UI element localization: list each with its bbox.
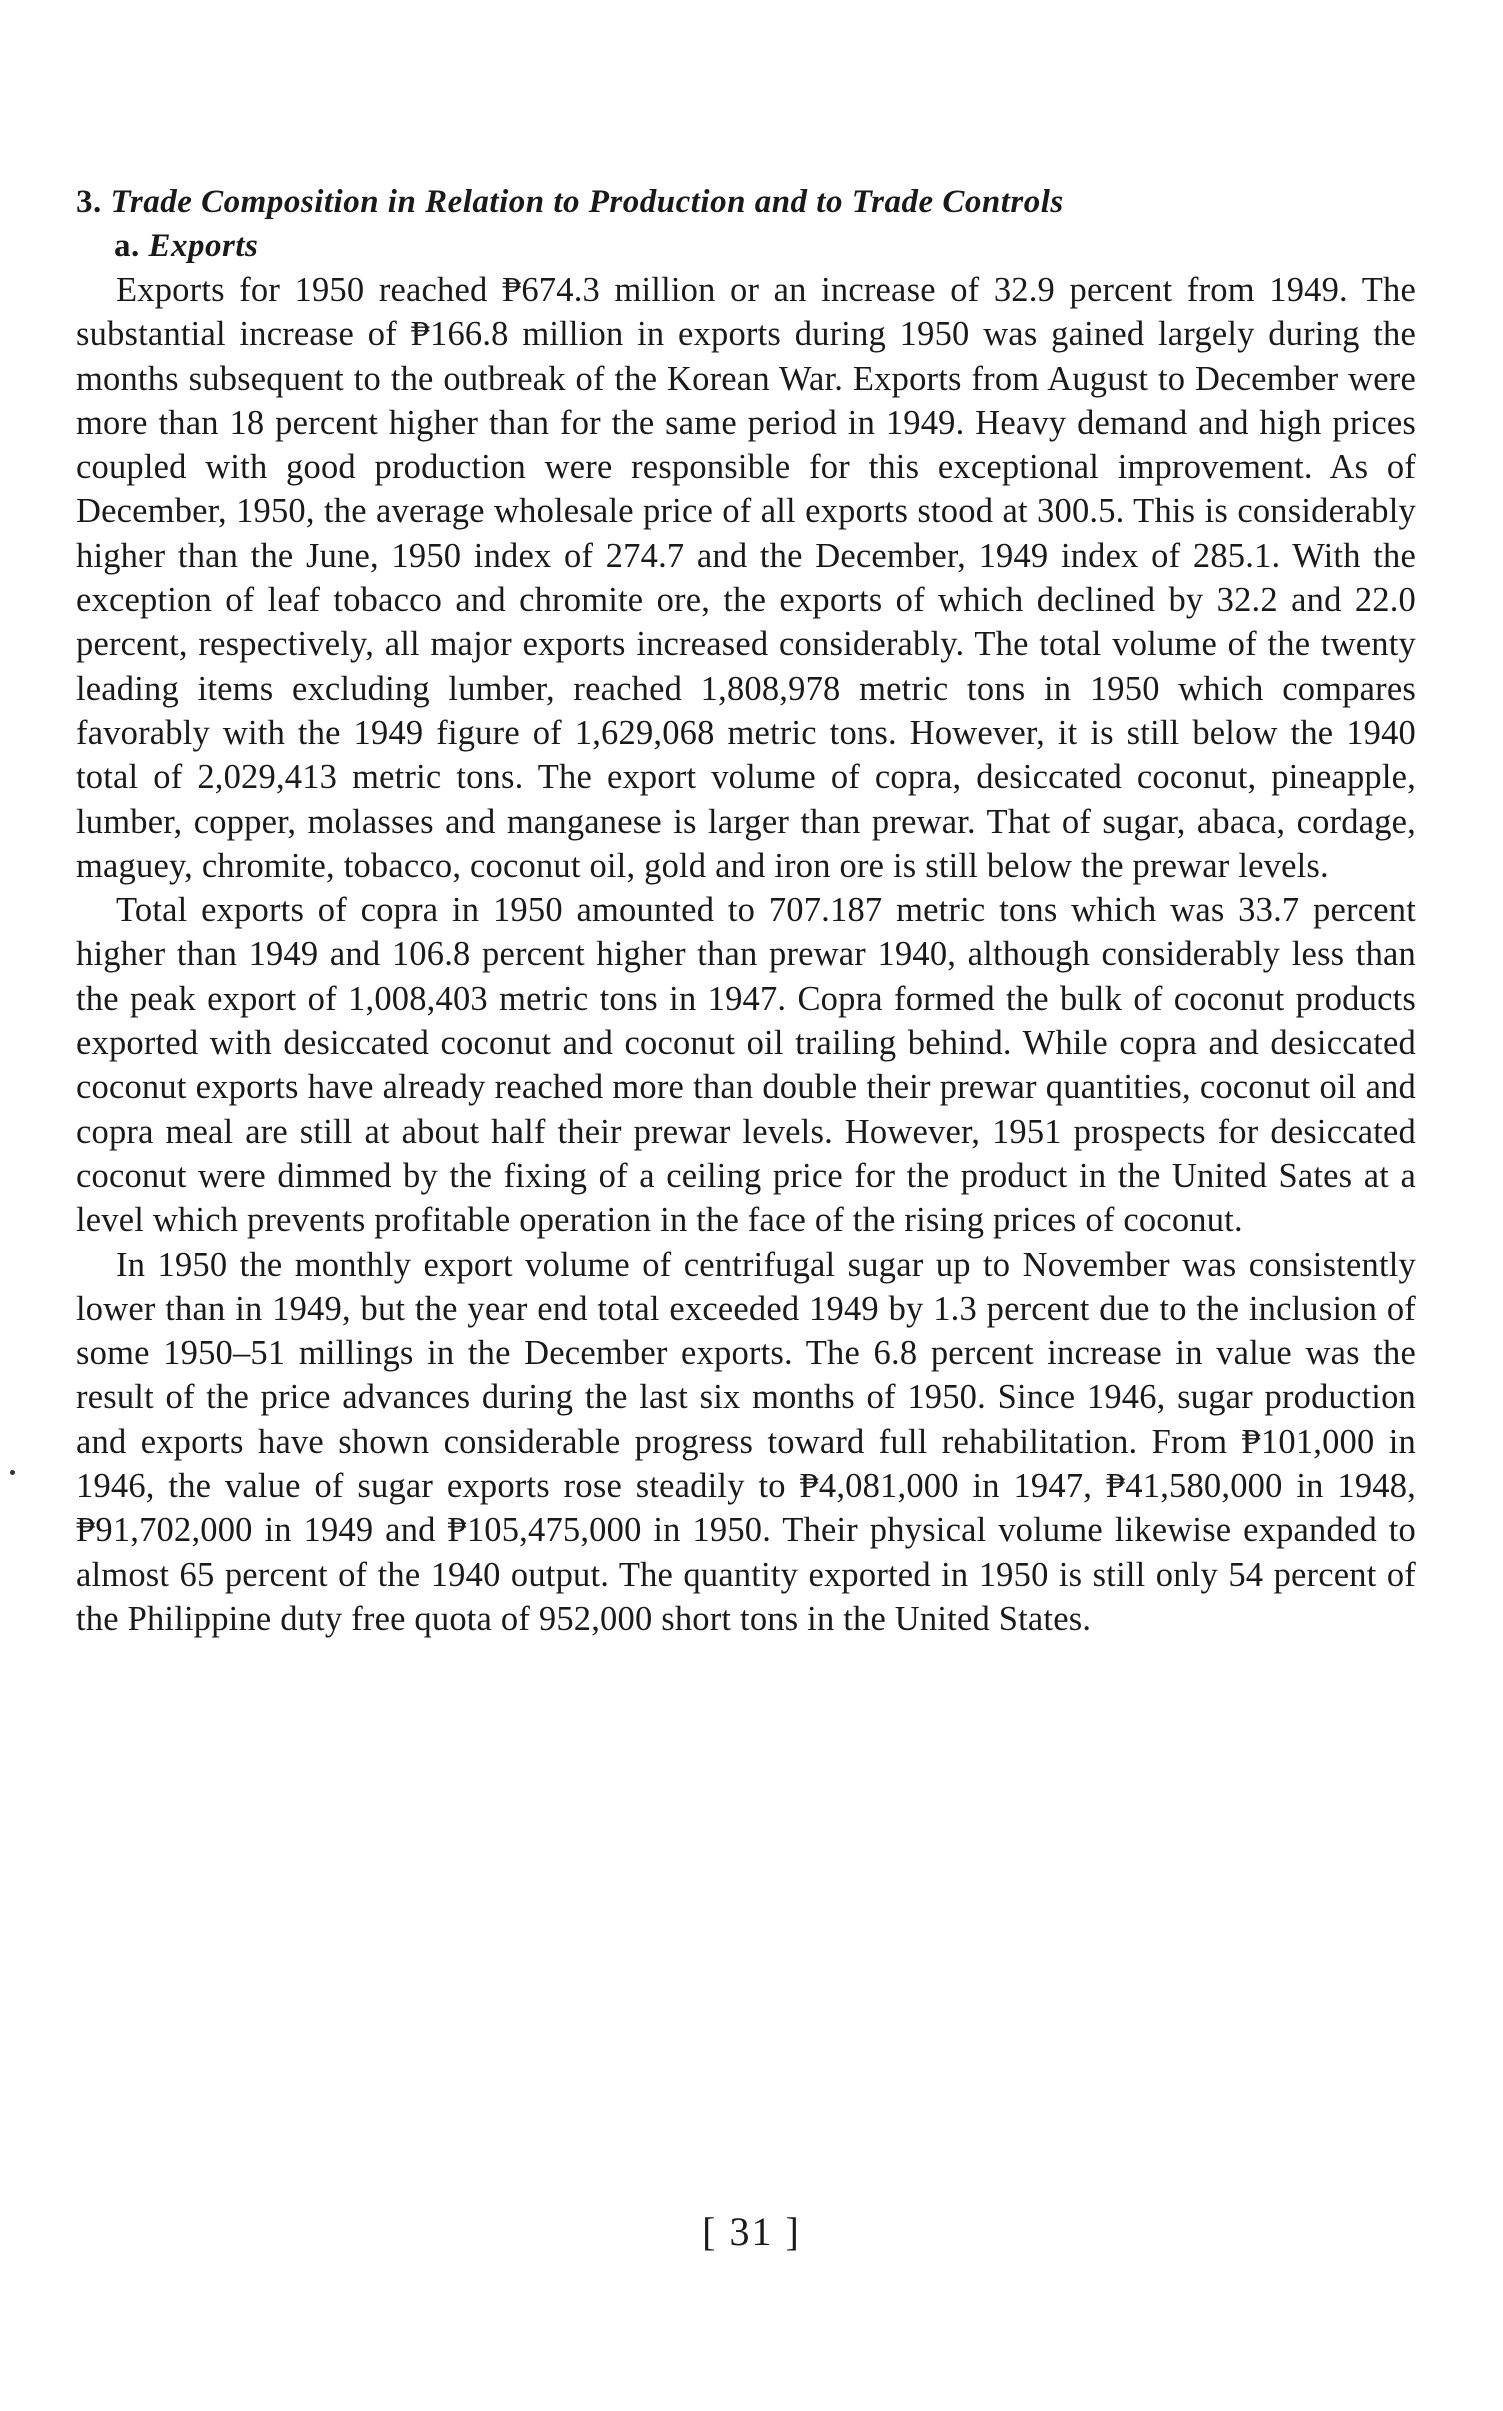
subsection-title: Exports xyxy=(148,228,259,264)
paragraph-sugar-exports: In 1950 the monthly export volume of centrifugal sugar up to November was consistently lower than in 1949, but the year end total exceeded 1949 by 1.3 percent due to the inclusion of some 1950–51 millings in the December exports. The 6.8 percent increase in value was the result of the price advances during the last six months of 1950. Since 1946, sugar production and exports have shown considerable progress toward full rehabilitation. From ₱101,000 in 1946, the value of sugar exports rose steadily to ₱4,081,000 in 1947, ₱41,580,000 in 1948, ₱91,702,000 in 1949 and ₱105,475,000 in 1950. Their physical volume likewise expanded to almost 65 percent of the 1940 output. The quantity exported in 1950 is still only 54 percent of the Philippine duty free quota of 952,000 short tons in the United States. xyxy=(76,1245,1416,1638)
section-number: 3. xyxy=(76,184,102,220)
margin-mark xyxy=(10,1470,15,1475)
section-title: Trade Composition in Relation to Production and to Trade Controls xyxy=(110,184,1064,220)
subsection-letter: a. xyxy=(114,228,140,264)
paragraph-copra-exports: Total exports of copra in 1950 amounted to 707.187 metric tons which was 33.7 percent higher than 1949 and 106.8 percent higher than prewar 1940, although considerably less than the peak export of 1,008,403 metric tons in 1947. Copra formed the bulk of coconut products exported with desiccated coconut and coconut oil trailing behind. While copra and desiccated coconut exports have already reached more than double their prewar quantities, coconut oil and copra meal are still at about half their prewar levels. However, 1951 prospects for desiccated coconut were dimmed by the fixing of a ceiling price for the product in the United Sates at a level which prevents profitable operation in the face of the rising prices of coconut. xyxy=(76,891,1416,1240)
document-page xyxy=(76,180,1416,1641)
subsection-heading xyxy=(114,224,1416,268)
section-heading xyxy=(76,180,1416,224)
page-number: [ 31 ] xyxy=(702,2209,801,2254)
paragraph-exports-overview: Exports for 1950 reached ₱674.3 million or an increase of 32.9 percent from 1949. The substantial increase of ₱166.8 million in exports during 1950 was gained largely during the months subsequent to the outbreak of the Korean War. Exports from August to December were more than 18 percent higher than for the same period in 1949. Heavy demand and high prices coupled with good production were responsible for this exceptional improvement. As of December, 1950, the average wholesale price of all exports stood at 300.5. This is considerably higher than the June, 1950 index of 274.7 and the December, 1949 index of 285.1. With the exception of leaf tobacco and chromite ore, the exports of which declined by 32.2 and 22.0 percent, respectively, all major exports increased considerably. The total volume of the twenty leading items excluding lumber, reached 1,808,978 metric tons in 1950 which compares favorably with the 1949 figure of 1,629,068 metric tons. However, it is still below the 1940 total of 2,029,413 metric tons. The export volume of copra, desiccated coconut, pineapple, lumber, copper, molasses and manganese is larger than prewar. That of sugar, abaca, cordage, maguey, chromite, tobacco, coconut oil, gold and iron ore is still below the prewar levels. xyxy=(76,271,1416,885)
